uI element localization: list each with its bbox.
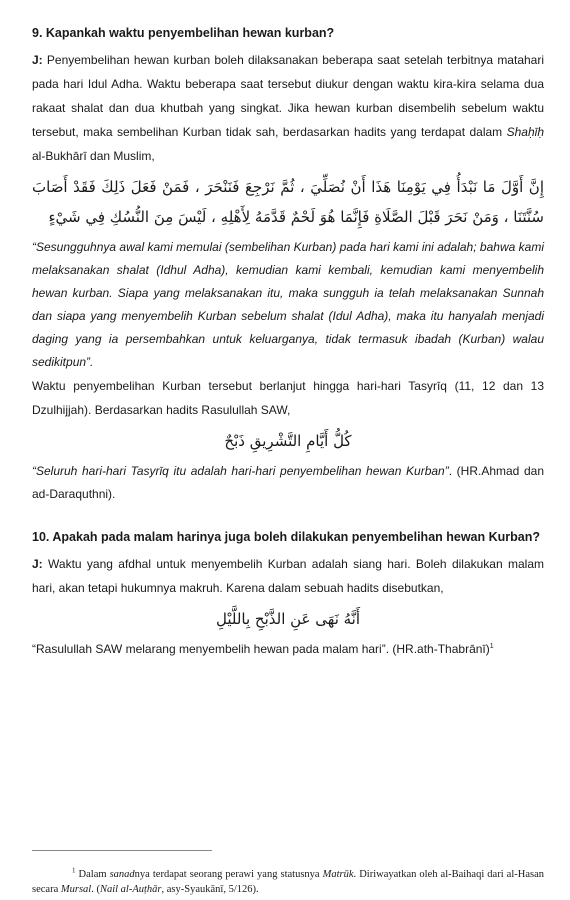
answer-label: J: bbox=[32, 53, 43, 67]
arabic-hadith-tasyriq: كُلُّ أَيَّامِ التَّشْرِيقِ ذَبْحٌ bbox=[224, 432, 352, 450]
footnote-text: Dalam bbox=[75, 868, 110, 880]
footnote bbox=[32, 867, 544, 897]
hadith-translation: “Sesungguhnya awal kami memulai (sembelihan Kurban) pada hari kami ini adalah; bahwa kami melaksanakan shalat (Idhul Adha), kemudian kami kembali, kemudian kami menyembelih hewan kurban. Siapa yang melaksanakan itu, maka sungguh ia telah melaksanakan Sunnah dan siapa yang menyembelih Kurban sebelum shalat (Idul Adha), maka itu hanyalah menjadi daging yang ia persembahkan untuk keluarganya, tidak termasuk ibadah (Kurban) walau sedikitpun”. bbox=[32, 240, 544, 369]
night-translation: “Rasulullah SAW melarang menyembelih hewan pada malam hari”. (HR.ath-Thabrānī) bbox=[32, 642, 490, 656]
source-book-rest: al-Bukhārī dan Muslim, bbox=[32, 149, 155, 163]
footnote-term-mursal: Mursal bbox=[60, 883, 92, 895]
night-translation-line bbox=[32, 638, 544, 661]
footnote-term-matruk: Matrūk bbox=[322, 868, 354, 880]
answer-label: J: bbox=[32, 557, 43, 571]
question-9-title: 9. Kapankah waktu penyembelihan hewan kurban? bbox=[32, 26, 335, 40]
section-spacer bbox=[32, 506, 544, 528]
tasyriq-reference: . (HR.Ahmad dan ad-Daraquthni). bbox=[32, 464, 544, 501]
footnote-reference[interactable]: 1 bbox=[489, 643, 494, 650]
tasyriq-translation: “Seluruh hari-hari Tasyrīq itu adalah hari-hari penyembelihan hewan Kurban” bbox=[32, 464, 449, 478]
tasyriq-translation-line bbox=[32, 460, 544, 506]
tasyriq-continuation: Waktu penyembelihan Kurban tersebut berlanjut hingga hari-hari Tasyrīq (11, 12 dan 13 Dzulhijjah). Berdasarkan hadits Rasulullah SAW, bbox=[32, 379, 544, 417]
page-content bbox=[32, 24, 544, 661]
answer-9-text: Penyembelihan hewan kurban boleh dilaksanakan beberapa saat setelah terbitnya matahari pada hari Idul Adha. Waktu beberapa saat tersebut diukur dengan waktu kira-kira selama dua rakaat shalat dan dua khutbah yang singkat. Jika hewan kurban disembelih sebelum waktu tersebut, maka sembelihan Kurban tidak sah, berdasarkan hadits yang terdapat dalam bbox=[32, 53, 544, 139]
footnote-source-title: Nail al-Auṭhār bbox=[99, 883, 162, 895]
footnote-term-sanad: sanad bbox=[109, 868, 135, 880]
question-10-answer bbox=[32, 552, 544, 600]
footnote-number: 1 bbox=[72, 866, 76, 874]
footnote-divider bbox=[32, 850, 212, 851]
answer-10-text: Waktu yang afdhal untuk menyembelih Kurban adalah siang hari. Boleh dilakukan malam hari, akan tetapi hukumnya makruh. Karena dalam sebuah hadits disebutkan, bbox=[32, 557, 544, 595]
arabic-hadith-night: أَنَّهُ نَهَى عَنِ الذَّبْحِ بِاللَّيْلِ bbox=[215, 610, 361, 628]
footnote-text: . ( bbox=[91, 883, 100, 895]
question-9-answer bbox=[32, 48, 544, 168]
arabic-hadith-prayer: إِنَّ أَوَّلَ مَا نَبْدَأُ فِي يَوْمِنَا هَذَا أَنْ نُصَلِّيَ ، ثُمَّ نَرْجِعَ فَنَنْحَرَ ، فَمَنْ فَعَلَ ذَلِكَ فَقَدْ أَصَابَ سُنَّتَنَا ، وَمَنْ نَحَرَ قَبْلَ الصَّلَاةِ فَإِنَّمَا هُوَ لَحْمٌ قَدَّمَهُ لِأَهْلِهِ ، لَيْسَ مِنَ النُّسُكِ فِي شَيْءٍ bbox=[32, 178, 544, 226]
footnote-text: , asy-Syaukānī, 5/126). bbox=[161, 883, 259, 895]
footnote-text: nya terdapat seorang perawi yang statusnya bbox=[134, 868, 323, 880]
question-10-title: 10. Apakah pada malam harinya juga boleh dilakukan penyembelihan hewan Kurban? bbox=[32, 530, 541, 544]
source-book-title: Shaḥīḥ bbox=[506, 125, 544, 139]
footnote-text: . Diriwayatkan oleh al-Baihaqi dari al-Hasan secara bbox=[32, 868, 544, 895]
